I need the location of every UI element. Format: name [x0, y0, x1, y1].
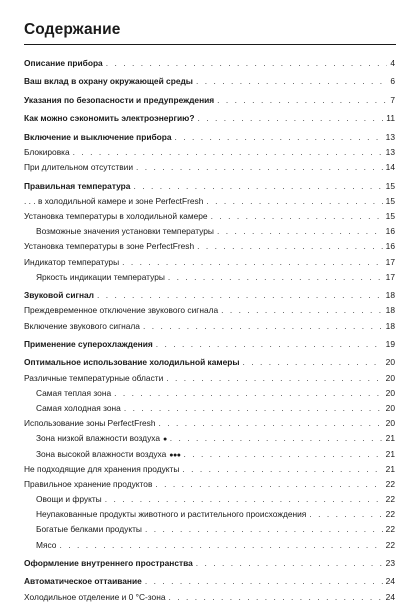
dot-leader: [217, 93, 387, 108]
dot-leader: [156, 337, 383, 352]
dot-leader: [106, 56, 388, 71]
toc-page-number: 15: [385, 195, 395, 206]
dot-leader: [155, 477, 382, 492]
dot-leader: [114, 386, 383, 401]
toc-entry[interactable]: [24, 337, 395, 352]
dot-leader: [73, 145, 383, 160]
toc-entry-title: Неупакованные продукты животного и растительного происхождения: [36, 509, 307, 520]
toc-entry[interactable]: [24, 538, 395, 553]
toc-entry-title: Применение суперохлаждения: [24, 339, 153, 349]
dot-leader: [175, 130, 383, 145]
toc-page-number: 22: [385, 509, 395, 520]
title-rule: [24, 44, 396, 45]
toc-entry-title: Установка температуры в холодильной камере: [24, 211, 208, 222]
toc-entry-title: Установка температуры в зоне PerfectFresh: [24, 241, 195, 252]
dot-leader: [133, 179, 382, 194]
toc-entry-title: Зона низкой влажности воздуха: [36, 433, 161, 444]
toc-entry[interactable]: [24, 556, 395, 571]
toc-entry[interactable]: [24, 492, 395, 507]
toc-entry[interactable]: [24, 507, 395, 522]
toc-entry[interactable]: [24, 574, 395, 589]
dot-leader: [197, 239, 383, 254]
dot-leader: [59, 538, 382, 553]
toc-page-number: 22: [385, 539, 395, 550]
toc-page-number: 20: [385, 372, 395, 383]
toc-entry-title: Включение и выключение прибора: [24, 131, 172, 142]
toc-entry[interactable]: [24, 145, 395, 160]
toc-entry-title: Звуковой сигнал: [24, 290, 95, 301]
toc-entry-title: Ваш вклад в охрану окружающей среды: [24, 76, 193, 87]
toc-entry-title: Возможные значения установки температуры: [36, 226, 214, 237]
dot-leader: [166, 371, 382, 386]
dot-leader: [197, 111, 383, 126]
dot-leader: [124, 401, 383, 416]
toc-entry[interactable]: [24, 56, 395, 71]
dot-leader: [206, 194, 382, 209]
toc-entry-title: Использование зоны PerfectFresh: [24, 418, 156, 429]
toc-entry[interactable]: [24, 111, 395, 126]
toc-page-number: 23: [385, 558, 395, 568]
dot-leader: [143, 319, 383, 334]
toc-entry[interactable]: [24, 74, 395, 89]
toc-page-number: 14: [385, 162, 395, 173]
toc-entry-title: Оптимальное использование холодильной камеры: [24, 357, 240, 368]
toc-entry-title: Блокировка: [24, 147, 70, 158]
toc-page-number: 13: [385, 131, 395, 142]
toc-entry[interactable]: [24, 371, 395, 386]
toc-entry[interactable]: [24, 386, 395, 401]
dot-leader: [183, 447, 382, 462]
toc-entry-title: Как можно сэкономить электроэнергию?: [24, 113, 195, 124]
toc-entry[interactable]: [24, 303, 395, 318]
dot-leader: [158, 416, 382, 431]
toc-entry[interactable]: [24, 462, 395, 477]
toc-entry[interactable]: [24, 447, 395, 462]
toc-entry-title: Различные температурные области: [24, 372, 164, 383]
toc-entry-title: Преждевременное отключение звукового сигнала: [24, 305, 219, 316]
toc-entry-title: Описание прибора: [24, 58, 103, 68]
toc-entry-title: . . . в холодильной камере и зоне PerfectFresh: [24, 195, 204, 206]
toc-page-number: 22: [385, 494, 395, 505]
dot-leader: [211, 209, 383, 224]
toc-page-number: 18: [385, 320, 395, 331]
toc-entry-title: Указания по безопасности и предупреждения: [24, 94, 215, 105]
toc-entry-title: Холодильное отделение и 0 °C-зона: [24, 591, 166, 602]
toc-page-number: 15: [385, 211, 395, 222]
toc-entry-title: Самая холодная зона: [36, 402, 121, 413]
toc-page-number: 4: [390, 58, 395, 68]
toc-page-number: 21: [385, 448, 395, 459]
dot-leader: [105, 492, 383, 507]
toc-page-number: 24: [385, 576, 395, 587]
dot-leader: [145, 574, 383, 589]
toc-entry-title: Автоматическое оттаивание: [24, 576, 142, 587]
toc-page-number: 20: [385, 357, 395, 368]
toc-entry[interactable]: [24, 194, 395, 209]
toc-entry[interactable]: [24, 270, 395, 285]
toc-entry[interactable]: [24, 522, 395, 537]
toc-page-number: 16: [385, 241, 395, 252]
toc-page-number: 19: [385, 339, 395, 349]
toc-page-number: 7: [390, 94, 395, 105]
toc-entry[interactable]: [24, 431, 395, 446]
toc-entry[interactable]: [24, 179, 395, 194]
dot-leader: [243, 355, 383, 370]
toc-entry[interactable]: [24, 590, 395, 605]
toc-entry[interactable]: [24, 93, 395, 108]
humidity-drop-icon: ●: [163, 436, 167, 444]
table-of-contents: [24, 56, 395, 605]
toc-page-number: 16: [385, 226, 395, 237]
toc-entry-title: Оформление внутреннего пространства: [24, 558, 193, 568]
page-title: Содержание: [24, 21, 121, 38]
dot-leader: [196, 556, 383, 571]
toc-entry-title: Включение звукового сигнала: [24, 320, 140, 331]
dot-leader: [217, 224, 383, 239]
toc-page-number: 20: [385, 402, 395, 413]
dot-leader: [136, 160, 383, 175]
toc-page-number: 13: [385, 147, 395, 158]
toc-page-number: 18: [385, 305, 395, 316]
toc-entry-title: Мясо: [36, 539, 57, 550]
dot-leader: [309, 507, 382, 522]
dot-leader: [168, 270, 383, 285]
toc-entry[interactable]: [24, 130, 395, 145]
toc-page-number: 20: [385, 387, 395, 398]
toc-entry[interactable]: [24, 160, 395, 175]
toc-entry[interactable]: [24, 416, 395, 431]
toc-page-number: 21: [385, 433, 395, 444]
dot-leader: [170, 431, 383, 446]
toc-entry[interactable]: [24, 288, 395, 303]
dot-leader: [221, 303, 383, 318]
toc-entry[interactable]: [24, 401, 395, 416]
toc-page-number: 17: [385, 256, 395, 267]
dot-leader: [122, 255, 383, 270]
toc-entry-title: Зона высокой влажности воздуха: [36, 448, 167, 459]
humidity-drop-icon: ●●●: [169, 451, 181, 459]
toc-entry[interactable]: [24, 319, 395, 334]
dot-leader: [169, 590, 383, 605]
toc-page-number: 20: [385, 418, 395, 429]
toc-page-number: 22: [385, 478, 395, 489]
toc-entry-title: При длительном отсутствии: [24, 162, 134, 173]
toc-page-number: 15: [385, 180, 395, 191]
toc-entry[interactable]: [24, 224, 395, 239]
toc-entry-title: Яркость индикации температуры: [36, 271, 165, 282]
toc-entry-title: Индикатор температуры: [24, 256, 120, 267]
toc-entry-title: Правильная температура: [24, 180, 131, 191]
toc-entry-title: Не подходящие для хранения продукты: [24, 463, 180, 474]
toc-page-number: 17: [385, 271, 395, 282]
toc-entry[interactable]: [24, 477, 395, 492]
dot-leader: [182, 462, 382, 477]
toc-page-number: 22: [385, 524, 395, 535]
toc-entry[interactable]: [24, 239, 395, 254]
toc-page-number: 6: [390, 76, 395, 87]
toc-entry-title: Овощи и фрукты: [36, 494, 102, 505]
toc-entry[interactable]: [24, 355, 395, 370]
toc-entry[interactable]: [24, 209, 395, 224]
dot-leader: [196, 74, 387, 89]
toc-page-number: 11: [386, 113, 395, 124]
toc-page-number: 18: [385, 290, 395, 301]
toc-entry-title: Богатые белками продукты: [36, 524, 142, 535]
toc-entry-title: Самая теплая зона: [36, 387, 112, 398]
dot-leader: [145, 522, 383, 537]
dot-leader: [97, 288, 383, 303]
toc-entry-title: Правильное хранение продуктов: [24, 478, 153, 489]
toc-entry[interactable]: [24, 255, 395, 270]
toc-page-number: 24: [385, 591, 395, 602]
toc-page-number: 21: [385, 463, 395, 474]
